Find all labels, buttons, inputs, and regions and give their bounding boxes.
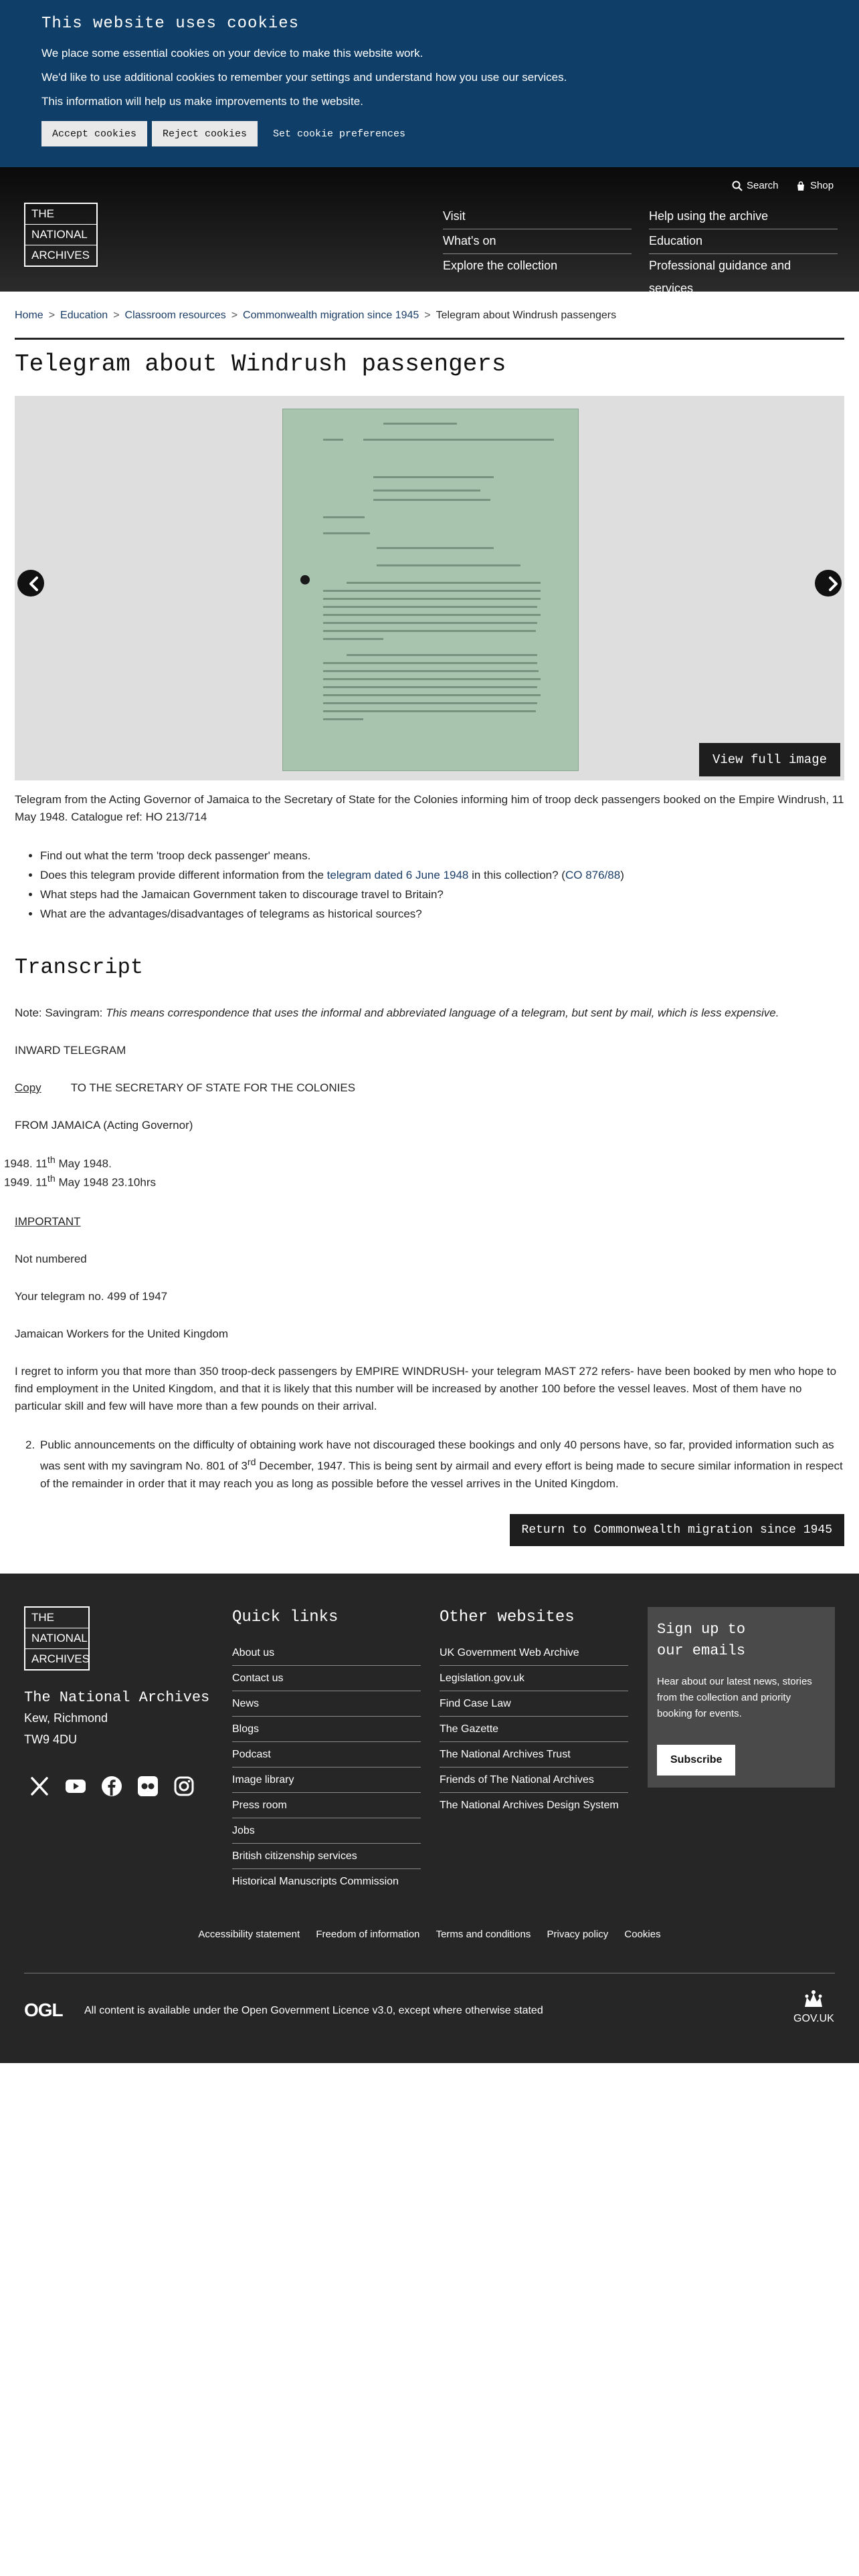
note-text: This means correspondence that uses the informal and abbreviated language of a telegram, but sent by mail, which is less expensive.: [106, 1006, 779, 1019]
copy-label: Copy: [15, 1081, 41, 1094]
legal-accessibility[interactable]: Accessibility statement: [198, 1929, 300, 1940]
cookie-preferences-button[interactable]: Set cookie preferences: [262, 121, 416, 146]
email-signup-panel: [648, 1607, 835, 1788]
page-title: Telegram about Windrush passengers: [15, 350, 506, 378]
legal-cookies[interactable]: Cookies: [624, 1929, 661, 1940]
logo-line: THE: [25, 204, 96, 225]
paragraph-number: 2.: [25, 1438, 35, 1451]
legal-foi[interactable]: Freedom of information: [316, 1929, 420, 1940]
cookie-title: This website uses cookies: [41, 15, 300, 33]
ogl-logo: OGL: [24, 2000, 63, 2020]
footer-link-trust[interactable]: The National Archives Trust: [440, 1742, 628, 1767]
footer-link-web-archive[interactable]: UK Government Web Archive: [440, 1640, 628, 1666]
important-text: IMPORTANT: [15, 1215, 81, 1228]
footer-link-jobs[interactable]: Jobs: [232, 1818, 421, 1844]
question-item: [40, 846, 830, 865]
nav-professional-guidance[interactable]: Professional guidance and services: [649, 259, 791, 295]
logo-line: ARCHIVES: [31, 249, 90, 261]
telegram-6-june-link[interactable]: telegram dated 6 June 1948: [326, 869, 469, 881]
quick-links-heading: Quick links: [232, 1608, 339, 1626]
nav-help-using-archive[interactable]: Help using the archive: [649, 205, 838, 229]
footer-link-design-system[interactable]: The National Archives Design System: [440, 1800, 619, 1811]
logo-line: NATIONAL: [25, 1628, 88, 1649]
date-text: May 1948 23.10hrs: [55, 1176, 156, 1189]
x-twitter-link[interactable]: [28, 1775, 51, 1798]
date-text: 1949. 11: [4, 1176, 47, 1189]
title-divider: [15, 338, 844, 340]
logo-line: THE: [25, 1608, 88, 1628]
footer-link-citizenship[interactable]: British citizenship services: [232, 1844, 421, 1869]
govuk-link[interactable]: [793, 1990, 834, 2025]
footer-logo[interactable]: [24, 1606, 90, 1671]
question-list: [40, 846, 830, 924]
chevron-right-icon: [819, 570, 846, 597]
logo-line: ARCHIVES: [31, 1652, 90, 1665]
paragraph-2: [25, 1436, 843, 1493]
site-footer: [0, 1574, 859, 2063]
important-label: [15, 1213, 844, 1230]
nav-visit[interactable]: Visit: [443, 205, 632, 229]
breadcrumb-commonwealth-migration[interactable]: Commonwealth migration since 1945: [243, 310, 419, 321]
legal-terms[interactable]: Terms and conditions: [436, 1929, 531, 1940]
date-text: May 1948.: [55, 1157, 112, 1170]
footer-link-blogs[interactable]: Blogs: [232, 1717, 421, 1742]
ogl-licence-link[interactable]: Open Government Licence v3.0: [241, 2005, 393, 2016]
shopping-bag-icon: [795, 181, 806, 191]
footer-org-name: The National Archives: [24, 1689, 210, 1706]
youtube-link[interactable]: [64, 1775, 87, 1798]
question-item: [40, 865, 830, 885]
to-line: TO THE SECRETARY OF STATE FOR THE COLONIES: [70, 1081, 356, 1094]
question-text: What steps had the Jamaican Government taken to discourage travel to Britain?: [40, 888, 444, 901]
savingram-note: [15, 1004, 844, 1022]
next-image-button[interactable]: [815, 570, 842, 597]
signup-title-line: Sign up to: [657, 1621, 746, 1638]
licence-text: [84, 2005, 543, 2017]
chevron-left-icon: [21, 570, 48, 597]
footer-address-2: TW9 4DU: [24, 1733, 78, 1746]
footer-link-contact-us[interactable]: Contact us: [232, 1666, 421, 1691]
shop-link[interactable]: [795, 180, 834, 191]
signup-text: Hear about our latest news, stories from the collection and priority booking for events.: [657, 1676, 812, 1719]
signup-title-line: our emails: [657, 1642, 746, 1659]
breadcrumb-education[interactable]: Education: [60, 310, 108, 321]
primary-nav-left: [443, 205, 632, 278]
quick-links-list: [232, 1640, 421, 1894]
breadcrumb-current: Telegram about Windrush passengers: [436, 310, 617, 321]
question-text: What are the advantages/disadvantages of telegrams as historical sources?: [40, 907, 422, 920]
subject-line: Jamaican Workers for the United Kingdom: [15, 1327, 229, 1340]
x-icon: [28, 1775, 51, 1798]
your-telegram-line: Your telegram no. 499 of 1947: [15, 1290, 168, 1303]
instagram-link[interactable]: [173, 1775, 195, 1798]
date-sup: th: [47, 1174, 56, 1184]
search-icon: [732, 181, 743, 191]
footer-link-gazette[interactable]: The Gazette: [440, 1717, 628, 1742]
shop-label: Shop: [810, 180, 834, 191]
return-to-collection-button[interactable]: Return to Commonwealth migration since 1945: [510, 1514, 844, 1546]
date-sup: th: [47, 1155, 56, 1166]
crown-icon: [802, 1990, 825, 2010]
accept-cookies-button[interactable]: Accept cookies: [41, 121, 147, 146]
primary-nav-right: [649, 205, 838, 295]
nav-explore-collection[interactable]: Explore the collection: [443, 259, 558, 272]
cookie-text-1: We place some essential cookies on your device to make this website work.: [41, 47, 423, 60]
footer-link-friends[interactable]: Friends of The National Archives: [440, 1767, 628, 1793]
date-line-2: [4, 1170, 834, 1192]
search-link[interactable]: [732, 180, 779, 191]
cookie-banner: [0, 0, 859, 167]
question-text: Find out what the term 'troop deck passenger' means.: [40, 849, 311, 862]
not-numbered: Not numbered: [15, 1253, 87, 1265]
date-text: 1948. 11: [4, 1157, 47, 1170]
nav-education[interactable]: Education: [649, 229, 838, 254]
previous-image-button[interactable]: [17, 570, 44, 597]
question-text: in this collection? (: [468, 869, 565, 881]
question-item: [40, 885, 830, 904]
other-websites-heading: Other websites: [440, 1608, 575, 1626]
flickr-link[interactable]: [136, 1775, 159, 1798]
licence-text-part: , except where otherwise stated: [392, 2005, 543, 2016]
telegram-document-image: [282, 409, 579, 771]
site-header: [0, 167, 859, 295]
breadcrumb: Home > Education > Classroom resources > Commonwealth migration since 1945 > Telegram about Windrush passengers: [15, 310, 617, 321]
other-websites-list: [440, 1640, 628, 1818]
footer-link-news[interactable]: News: [232, 1691, 421, 1717]
note-label: Note: Savingram:: [15, 1006, 106, 1019]
paragraph-2-text: Public announcements on the difficulty of obtaining work have not discouraged these bookings and only 40 persons have, so far, provided information such as was sent with my savingram No. 801 of 3: [40, 1438, 834, 1473]
question-text: Does this telegram provide different information from the: [40, 869, 327, 881]
footer-link-podcast[interactable]: Podcast: [232, 1742, 421, 1767]
breadcrumb-home[interactable]: Home: [15, 310, 43, 321]
question-item: [40, 904, 830, 924]
cookie-text-2: We'd like to use additional cookies to remember your settings and understand how you use our services.: [41, 71, 567, 84]
image-caption: Telegram from the Acting Governor of Jamaica to the Secretary of State for the Colonies informing him of troop deck passengers booked on the Empire Windrush, 11 May 1948. Catalogue ref: HO 213/714: [15, 793, 844, 823]
footer-link-hmc[interactable]: Historical Manuscripts Commission: [232, 1876, 399, 1887]
date-line-1: [4, 1152, 834, 1173]
paragraph-2-sup: rd: [247, 1457, 256, 1468]
transcript-heading: Transcript: [15, 955, 144, 980]
youtube-icon: [64, 1775, 87, 1798]
flickr-icon: [136, 1775, 159, 1798]
footer-link-image-library[interactable]: Image library: [232, 1767, 421, 1793]
instagram-icon: [173, 1775, 195, 1798]
inward-telegram: INWARD TELEGRAM: [15, 1044, 126, 1057]
paragraph-1: I regret to inform you that more than 350 troop-deck passengers by EMPIRE WINDRUSH- your telegram MAST 272 refers- have been booked by men who hope to find employment in the United Kingdom, and that it is likely that this number will be increased by another 100 before the vessel leaves. Most of them have no particular skill and few will have more than a few pounds on their arrival.: [15, 1365, 837, 1412]
breadcrumb-classroom-resources[interactable]: Classroom resources: [124, 310, 226, 321]
question-text: ): [620, 869, 624, 881]
subscribe-button[interactable]: Subscribe: [657, 1745, 735, 1776]
footer-link-legislation[interactable]: Legislation.gov.uk: [440, 1666, 628, 1691]
govuk-label: GOV.UK: [793, 2013, 834, 2024]
logo-line: NATIONAL: [25, 225, 96, 245]
licence-text-part: All content is available under the: [84, 2005, 242, 2016]
footer-link-about-us[interactable]: About us: [232, 1640, 421, 1666]
national-archives-logo[interactable]: [24, 203, 98, 267]
legal-links: [0, 1929, 859, 1940]
facebook-icon: [100, 1775, 123, 1798]
view-full-image-button[interactable]: View full image: [699, 743, 840, 776]
copy-line: [15, 1079, 844, 1097]
legal-privacy[interactable]: Privacy policy: [547, 1929, 609, 1940]
footer-link-press-room[interactable]: Press room: [232, 1793, 421, 1818]
search-label: Search: [747, 180, 779, 191]
facebook-link[interactable]: [100, 1775, 123, 1798]
co-876-88-link[interactable]: CO 876/88: [565, 869, 621, 881]
from-line: FROM JAMAICA (Acting Governor): [15, 1119, 193, 1132]
paragraph-2-text: December, 1947. This is being sent by airmail and every effort is being made to secure similar information in respect of the remainder in order that it may reach you as long as possible before the vessel arrives in the United Kingdom.: [40, 1459, 843, 1490]
image-gallery: [15, 396, 844, 780]
footer-link-find-case-law[interactable]: Find Case Law: [440, 1691, 628, 1717]
nav-whats-on[interactable]: What's on: [443, 229, 632, 254]
reject-cookies-button[interactable]: Reject cookies: [152, 121, 258, 146]
footer-address-1: Kew, Richmond: [24, 1711, 108, 1725]
cookie-text-3: This information will help us make improvements to the website.: [41, 95, 363, 108]
